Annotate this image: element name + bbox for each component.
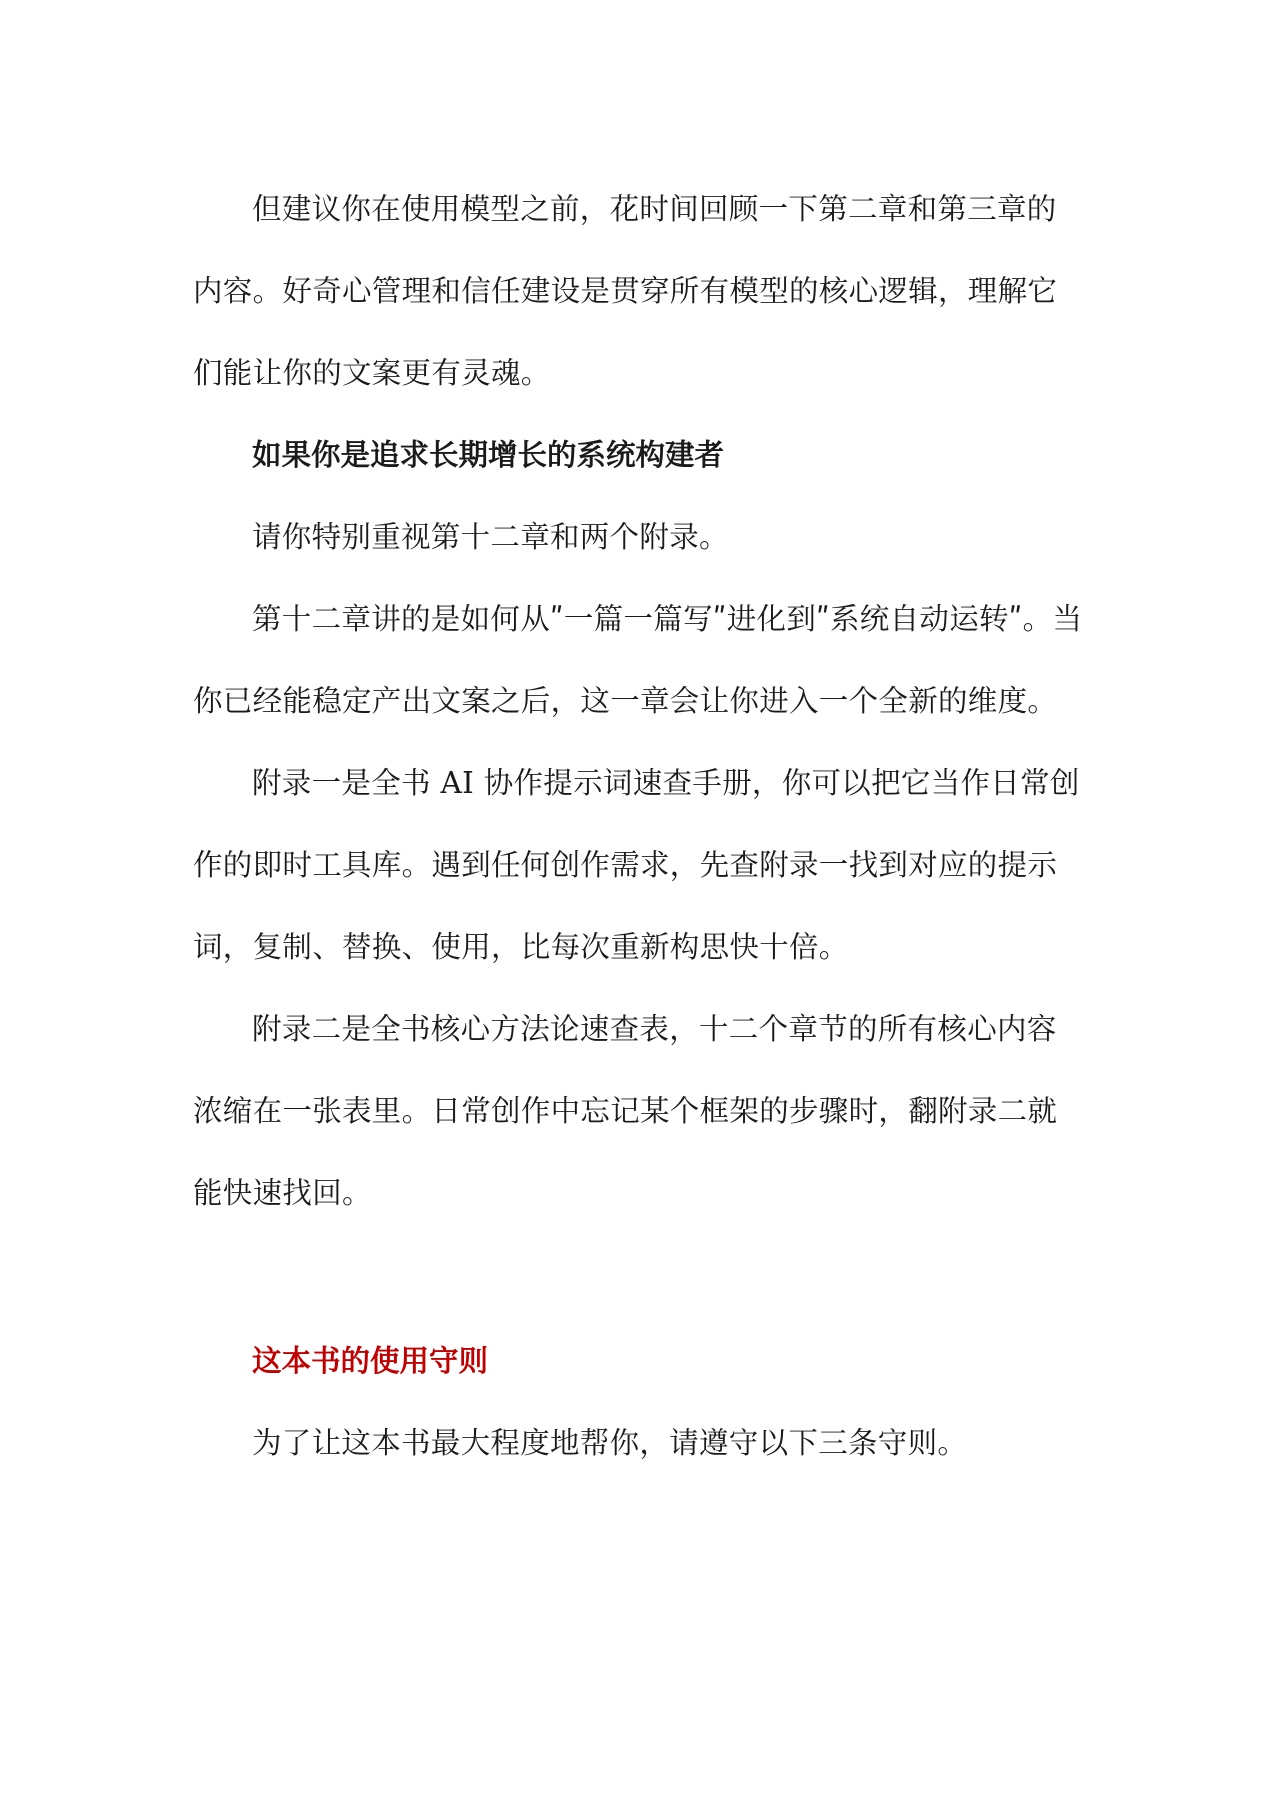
document-body (193, 168, 1083, 1484)
paragraph-appendix-two: 附录二是全书核心方法论速查表，十二个章节的所有核心内容浓缩在一张表里。日常创作中忘记某个框架的步骤时，翻附录二就能快速找回。 (193, 1012, 1058, 1210)
paragraph-chapter-twelve-appendix: 请你特别重视第十二章和两个附录。 (252, 520, 729, 554)
section-spacer (193, 1234, 1083, 1320)
subheading-system-builder: 如果你是追求长期增长的系统构建者 (252, 438, 725, 472)
paragraph-appendix-one: 附录一是全书 AI 协作提示词速查手册，你可以把它当作日常创作的即时工具库。遇到任何创作需求，先查附录一找到对应的提示词，复制、替换、使用，比每次重新构思快十倍。 (193, 766, 1080, 964)
paragraph-model-review: 但建议你在使用模型之前，花时间回顾一下第二章和第三章的内容。好奇心管理和信任建设是贯穿所有模型的核心逻辑，理解它们能让你的文案更有灵魂。 (193, 192, 1058, 390)
paragraph-three-rules: 为了让这本书最大程度地帮你，请遵守以下三条守则。 (252, 1426, 968, 1460)
section-heading-usage-rules: 这本书的使用守则 (252, 1344, 489, 1378)
paragraph-chapter-twelve: 第十二章讲的是如何从ʺ一篇一篇写ʺ进化到ʺ系统自动运转ʺ。当你已经能稳定产出文案之后，这一章会让你进入一个全新的维度。 (193, 602, 1083, 718)
